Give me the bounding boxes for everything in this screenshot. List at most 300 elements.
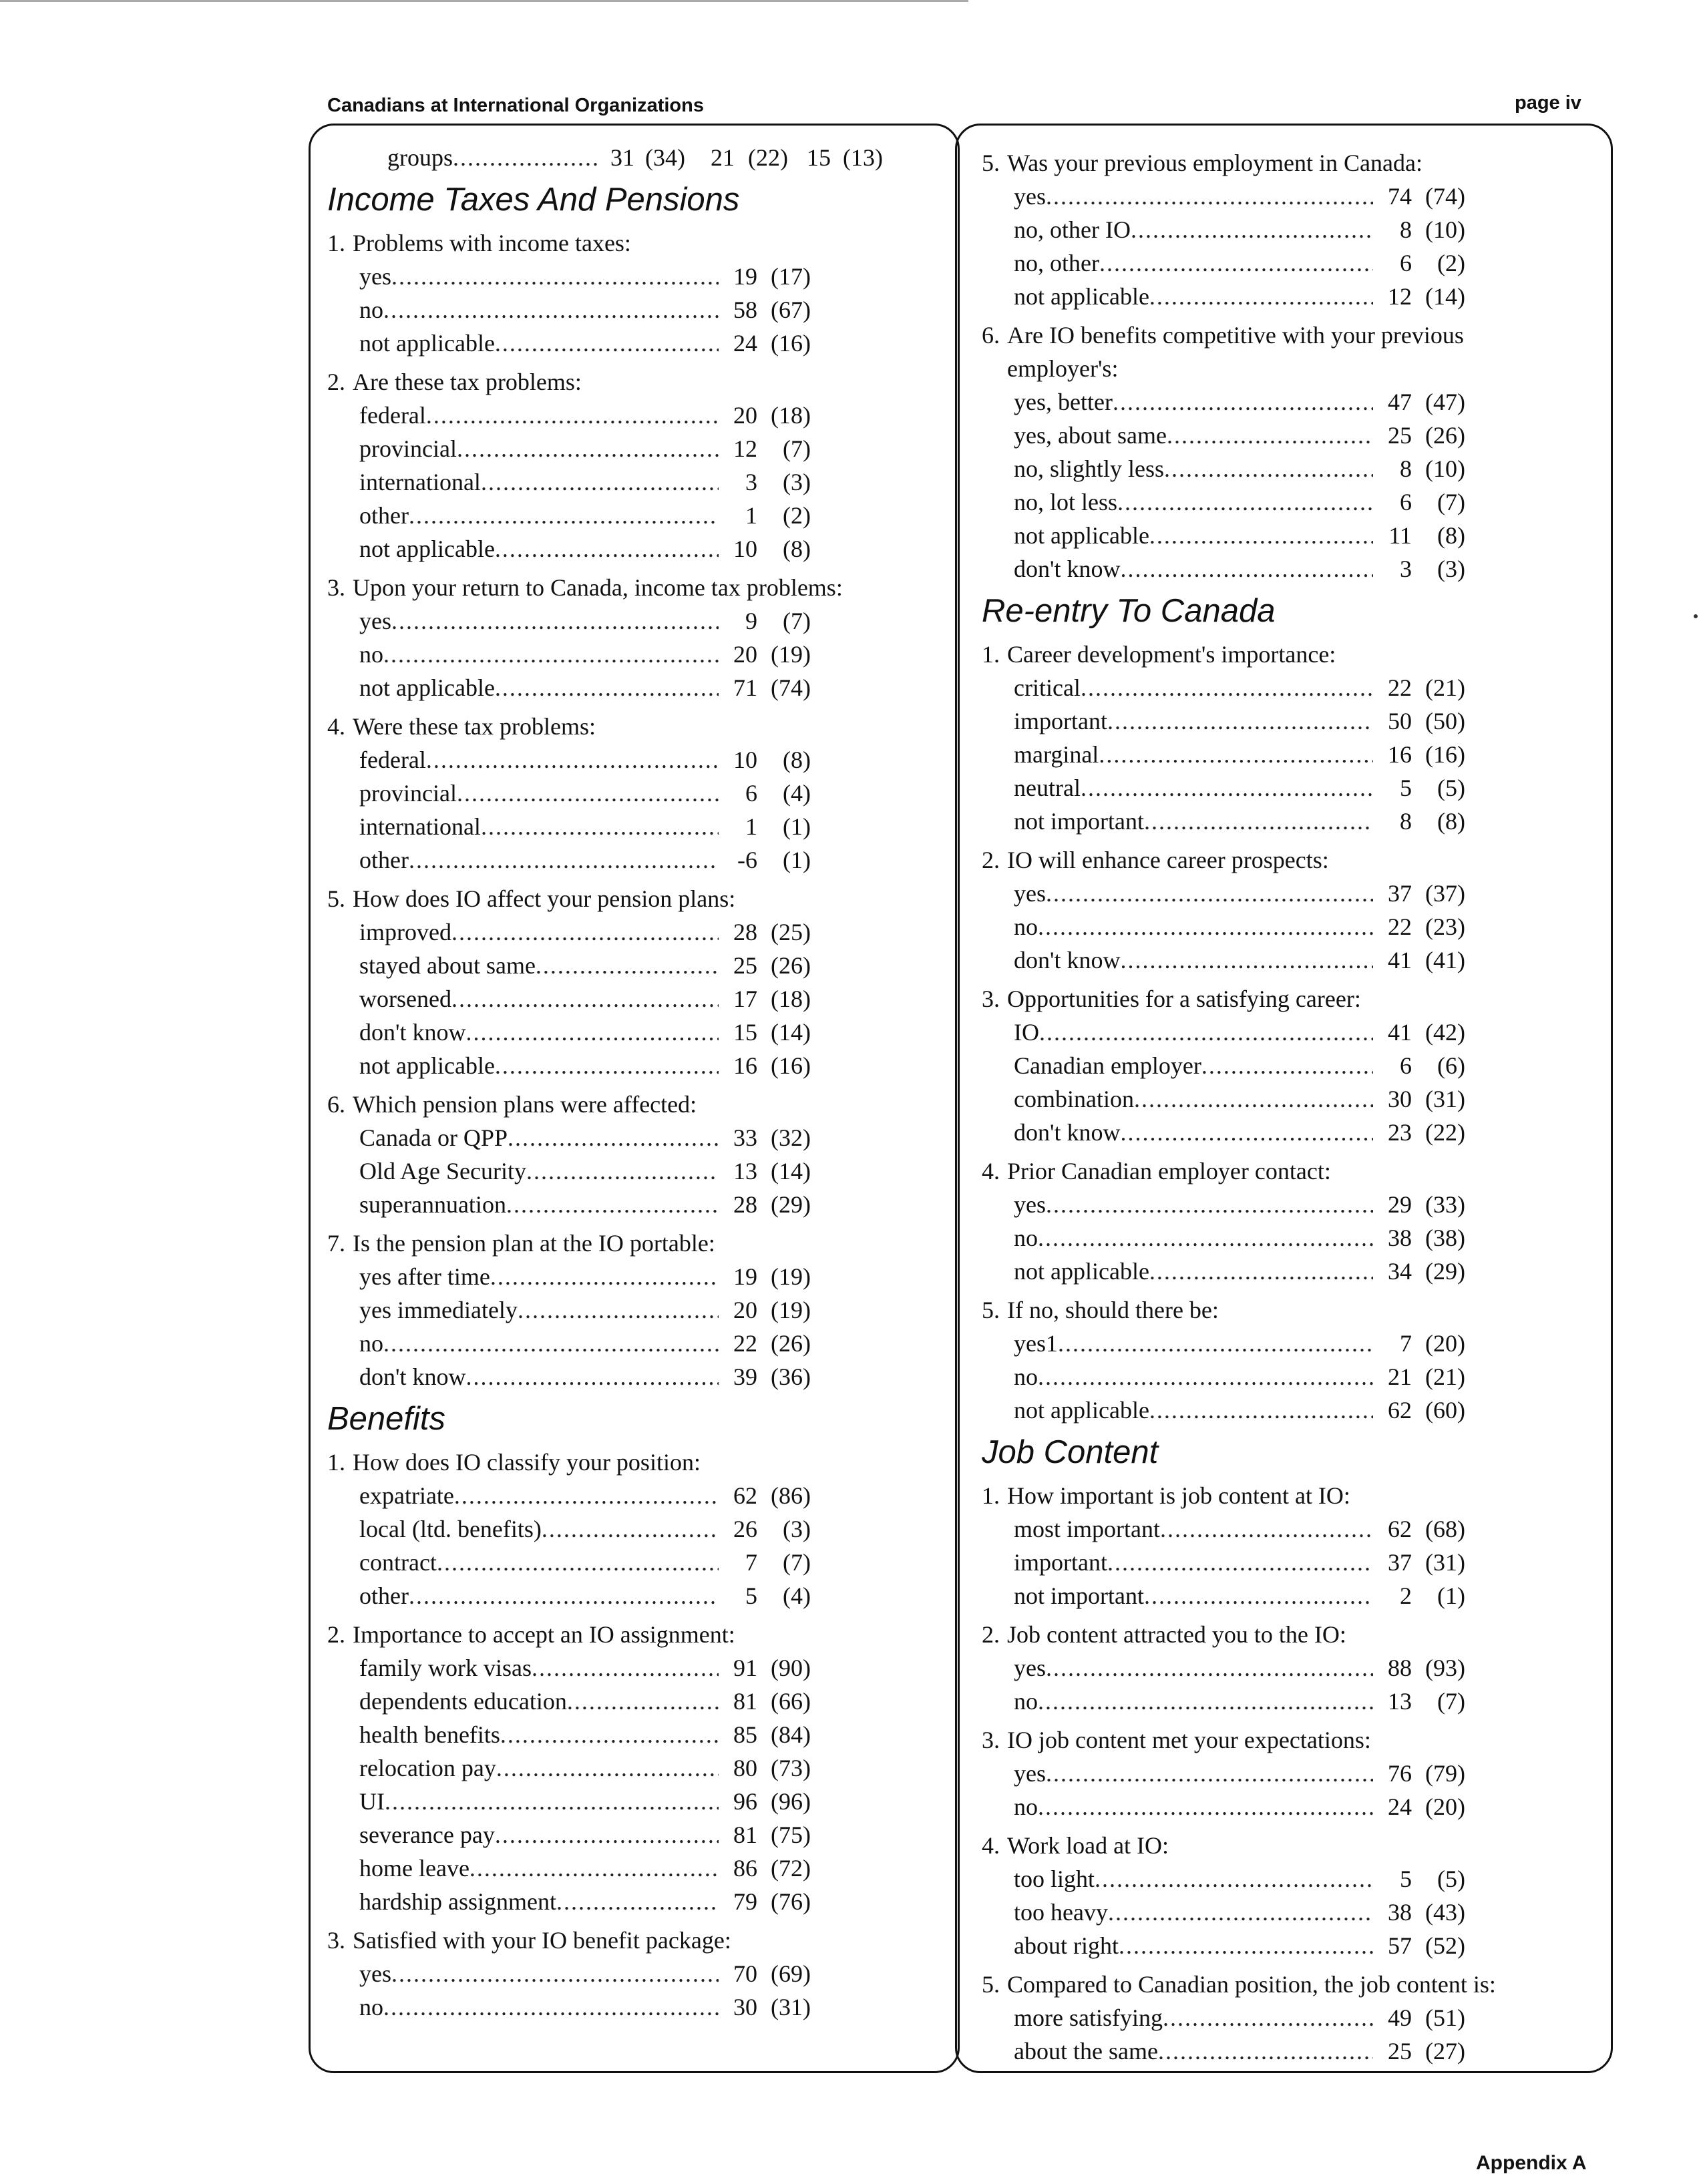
answer-row	[327, 1818, 942, 1851]
answer-value: 29	[1388, 1191, 1412, 1218]
groups-row	[327, 141, 942, 174]
answer-prior-value: (52)	[1425, 1932, 1465, 1959]
dot-leader	[1046, 180, 1373, 213]
dot-leader	[1038, 1685, 1373, 1718]
question	[982, 982, 1596, 1016]
answer-value: 20	[733, 402, 757, 429]
answer-value: 38	[1388, 1899, 1412, 1926]
dot-leader	[1158, 2034, 1373, 2068]
dot-leader	[383, 1990, 719, 2024]
answer-row	[982, 1116, 1596, 1149]
answer-row	[327, 604, 942, 638]
answer-prior-value: (75)	[771, 1821, 811, 1848]
answer-prior-value: (73)	[771, 1755, 811, 1781]
answer-prior-value: (50)	[1425, 708, 1465, 734]
dot-leader	[1121, 552, 1374, 586]
answer-row	[327, 399, 942, 432]
answer-label: not applicable	[1014, 283, 1149, 310]
question-number: 4.	[982, 1158, 1000, 1184]
answer-value: 34	[1388, 1258, 1412, 1285]
answer-row	[327, 1546, 942, 1579]
dot-leader	[1134, 1082, 1373, 1116]
answer-label: don't know	[1014, 947, 1121, 973]
answer-prior-value: (41)	[1425, 947, 1465, 973]
answer-value: 30	[1388, 1086, 1412, 1112]
dot-leader	[496, 1751, 719, 1785]
answer-prior-value: (18)	[771, 986, 811, 1012]
answer-row	[327, 293, 942, 326]
answer-row	[982, 943, 1596, 977]
dot-leader	[1160, 1512, 1373, 1546]
answer-row	[327, 915, 942, 949]
dot-leader	[383, 638, 719, 671]
answer-label: improved	[359, 919, 451, 945]
groups-value: (22)	[748, 144, 788, 171]
answer-prior-value: (20)	[1425, 1330, 1465, 1357]
answer-label: hardship assignment	[359, 1888, 556, 1915]
dot-leader	[466, 1016, 719, 1049]
answer-label: about the same	[1014, 2038, 1158, 2064]
answer-label: home leave	[359, 1855, 469, 1882]
dot-leader	[454, 1479, 719, 1512]
question-text: Opportunities for a satisfying career:	[1007, 986, 1361, 1012]
answer-prior-value: (8)	[783, 746, 811, 773]
right-sections	[982, 146, 1596, 2068]
answer-prior-value: (7)	[783, 1549, 811, 1576]
answer-label: combination	[1014, 1086, 1134, 1112]
question-number: 2.	[327, 1621, 345, 1648]
question	[327, 365, 942, 399]
answer-row	[982, 385, 1596, 419]
dot-leader	[518, 1293, 719, 1327]
dot-leader	[385, 1785, 719, 1818]
answer-value: 30	[733, 1994, 757, 2020]
dot-leader	[1164, 452, 1373, 485]
answer-row	[327, 1718, 942, 1751]
section-title: Income Taxes And Pensions	[327, 182, 740, 218]
question-number: 6.	[327, 1091, 345, 1118]
answer-label: no	[1014, 1688, 1038, 1715]
answer-row	[982, 771, 1596, 805]
answer-prior-value: (43)	[1425, 1899, 1465, 1926]
answer-label: international	[359, 469, 481, 495]
dot-leader	[481, 465, 719, 499]
dot-leader	[451, 915, 719, 949]
answer-prior-value: (5)	[1437, 1866, 1465, 1892]
answer-label: yes	[359, 608, 391, 634]
dot-leader	[500, 1718, 719, 1751]
answer-label: no	[1014, 1225, 1038, 1251]
question-number: 4.	[982, 1832, 1000, 1859]
answer-label: too heavy	[1014, 1899, 1108, 1926]
answer-row	[327, 843, 942, 877]
answer-prior-value: (66)	[771, 1688, 811, 1715]
answer-label: don't know	[359, 1019, 466, 1046]
answer-prior-value: (19)	[771, 1263, 811, 1290]
answer-label: not applicable	[359, 535, 495, 562]
answer-label: marginal	[1014, 741, 1099, 768]
answer-row	[327, 1327, 942, 1360]
answer-label: neutral	[1014, 775, 1081, 801]
answer-value: 25	[733, 952, 757, 979]
dot-leader	[451, 982, 719, 1016]
dot-leader	[536, 949, 719, 982]
question-number: 5.	[982, 150, 1000, 176]
question	[327, 1924, 942, 1957]
question	[327, 1088, 942, 1121]
answer-row	[982, 552, 1596, 586]
answer-row	[982, 1929, 1596, 1962]
question-text: Work load at IO:	[1007, 1832, 1169, 1859]
dot-leader	[1144, 805, 1373, 838]
question-text: How does IO affect your pension plans:	[353, 885, 736, 912]
answer-row	[982, 910, 1596, 943]
dot-leader	[457, 432, 719, 465]
answer-value: 7	[745, 1549, 757, 1576]
answer-row	[982, 2034, 1596, 2068]
answer-prior-value: (20)	[1425, 1793, 1465, 1820]
answer-value: 10	[733, 746, 757, 773]
answer-label: yes immediately	[359, 1297, 518, 1323]
answer-value: 3	[745, 469, 757, 495]
answer-value: 79	[733, 1888, 757, 1915]
answer-prior-value: (10)	[1425, 216, 1465, 243]
answer-value: 86	[733, 1855, 757, 1882]
dot-leader	[495, 671, 719, 704]
question-text: If no, should there be:	[1007, 1297, 1219, 1323]
answer-row	[327, 1579, 942, 1612]
answer-label: critical	[1014, 674, 1081, 701]
answer-value: 47	[1388, 389, 1412, 415]
dot-leader	[1131, 213, 1373, 246]
answer-prior-value: (68)	[1425, 1516, 1465, 1542]
answer-row	[327, 1651, 942, 1685]
answer-row	[327, 1851, 942, 1885]
question-text: Was your previous employment in Canada:	[1007, 150, 1423, 176]
answer-prior-value: (8)	[1437, 808, 1465, 835]
question	[327, 226, 942, 260]
page-number: page iv	[1515, 92, 1581, 114]
dot-leader	[426, 399, 719, 432]
dot-leader	[495, 1049, 719, 1082]
answer-row	[982, 1685, 1596, 1718]
answer-label: family work visas	[359, 1655, 532, 1681]
answer-row	[982, 877, 1596, 910]
answer-row	[327, 949, 942, 982]
answer-value: 15	[733, 1019, 757, 1046]
question-number: 1.	[982, 1482, 1000, 1509]
dot-leader	[391, 604, 719, 638]
answer-label: important	[1014, 708, 1107, 734]
answer-value: 74	[1388, 183, 1412, 210]
answer-row	[982, 419, 1596, 452]
question	[982, 318, 1596, 385]
answer-value: 71	[733, 674, 757, 701]
dot-leader	[1149, 1255, 1373, 1288]
answer-value: 81	[733, 1688, 757, 1715]
answer-prior-value: (5)	[1437, 775, 1465, 801]
question-number: 4.	[327, 713, 345, 740]
answer-label: don't know	[1014, 1119, 1121, 1146]
answer-label: not important	[1014, 808, 1144, 835]
answer-row	[982, 1757, 1596, 1790]
question-number: 2.	[327, 369, 345, 395]
answer-prior-value: (4)	[783, 1582, 811, 1609]
question-number: 5.	[982, 1971, 1000, 1998]
question-number: 6.	[982, 322, 1000, 349]
answer-label: no	[359, 1330, 383, 1357]
answer-prior-value: (32)	[771, 1124, 811, 1151]
dot-leader	[1107, 704, 1373, 738]
answer-value: 80	[733, 1755, 757, 1781]
question-number: 2.	[982, 1621, 1000, 1648]
answer-row	[982, 485, 1596, 519]
answer-value: 96	[733, 1788, 757, 1815]
question-number: 2.	[982, 847, 1000, 873]
answer-value: 49	[1388, 2004, 1412, 2031]
dot-leader	[1167, 419, 1373, 452]
answer-row	[327, 465, 942, 499]
answer-row	[982, 1862, 1596, 1896]
question	[982, 146, 1596, 180]
answer-value: 62	[1388, 1516, 1412, 1542]
answer-label: provincial	[359, 780, 457, 807]
answer-label: contract	[359, 1549, 437, 1576]
answer-row	[327, 1785, 942, 1818]
answer-label: not applicable	[1014, 1397, 1149, 1424]
question-text: Prior Canadian employer contact:	[1007, 1158, 1331, 1184]
answer-row	[327, 1957, 942, 1990]
answer-value: 37	[1388, 880, 1412, 907]
dot-leader	[1095, 1862, 1373, 1896]
answer-value: 6	[1400, 1052, 1412, 1079]
answer-prior-value: (31)	[771, 1994, 811, 2020]
answer-row	[982, 1360, 1596, 1393]
answer-row	[327, 1685, 942, 1718]
answer-label: yes	[1014, 183, 1046, 210]
answer-prior-value: (3)	[1437, 556, 1465, 582]
answer-label: other	[359, 1582, 409, 1609]
right-column	[982, 141, 1596, 2068]
answer-row	[327, 1479, 942, 1512]
answer-label: superannuation	[359, 1191, 506, 1218]
question	[982, 1618, 1596, 1651]
answer-value: 62	[733, 1482, 757, 1509]
question	[982, 638, 1596, 671]
answer-value: 2	[1400, 1582, 1412, 1609]
answer-label: yes	[1014, 1655, 1046, 1681]
answer-row	[327, 777, 942, 810]
answer-prior-value: (93)	[1425, 1655, 1465, 1681]
answer-value: 22	[733, 1330, 757, 1357]
answer-label: other	[359, 847, 409, 873]
answer-value: 19	[733, 1263, 757, 1290]
dot-leader	[526, 1154, 719, 1188]
answer-label: yes	[359, 1960, 391, 1987]
answer-label: IO	[1014, 1019, 1039, 1046]
answer-prior-value: (16)	[1425, 741, 1465, 768]
answer-value: 62	[1388, 1397, 1412, 1424]
answer-value: 76	[1388, 1760, 1412, 1787]
answer-value: 57	[1388, 1932, 1412, 1959]
answer-prior-value: (14)	[771, 1158, 811, 1184]
dot-leader	[508, 1121, 719, 1154]
answer-row	[982, 1049, 1596, 1082]
answer-row	[327, 1016, 942, 1049]
answer-label: Canada or QPP	[359, 1124, 508, 1151]
answer-prior-value: (69)	[771, 1960, 811, 1987]
answer-row	[982, 1327, 1596, 1360]
answer-label: not important	[1014, 1582, 1144, 1609]
answer-prior-value: (21)	[1425, 1363, 1465, 1390]
dot-leader	[1046, 1757, 1373, 1790]
question-number: 3.	[982, 986, 1000, 1012]
answer-row	[982, 2001, 1596, 2034]
answer-row	[327, 260, 942, 293]
answer-label: not applicable	[359, 1052, 495, 1079]
answer-label: important	[1014, 1549, 1107, 1576]
answer-row	[982, 704, 1596, 738]
answer-prior-value: (2)	[783, 502, 811, 529]
answer-value: 10	[733, 535, 757, 562]
answer-row	[327, 982, 942, 1016]
question-text: Are IO benefits competitive with your previous	[1007, 322, 1464, 349]
dot-leader	[1121, 943, 1374, 977]
dot-leader	[481, 810, 719, 843]
dot-leader	[1108, 1896, 1373, 1929]
question	[982, 843, 1596, 877]
answer-prior-value: (7)	[1437, 1688, 1465, 1715]
answer-value: 13	[733, 1158, 757, 1184]
answer-label: no, lot less	[1014, 489, 1118, 515]
question-number: 1.	[327, 1449, 345, 1476]
answer-prior-value: (17)	[771, 263, 811, 290]
answer-prior-value: (8)	[783, 535, 811, 562]
dot-leader	[1058, 1327, 1373, 1360]
question-text: Which pension plans were affected:	[353, 1091, 697, 1118]
answer-prior-value: (29)	[771, 1191, 811, 1218]
question-text: Career development's importance:	[1007, 641, 1336, 668]
answer-row	[982, 452, 1596, 485]
answer-label: more satisfying	[1014, 2004, 1163, 2031]
question-number: 3.	[327, 1927, 345, 1954]
question-text-continued: employer's:	[1007, 355, 1119, 382]
answer-row	[327, 532, 942, 566]
groups-value: (34)	[645, 144, 685, 171]
answer-row	[327, 1751, 942, 1785]
dot-leader	[383, 1327, 719, 1360]
dot-leader	[1149, 1393, 1373, 1427]
answer-value: 1	[745, 502, 757, 529]
answer-label: stayed about same	[359, 952, 536, 979]
left-column	[327, 141, 942, 2024]
answer-prior-value: (72)	[771, 1855, 811, 1882]
answer-prior-value: (27)	[1425, 2038, 1465, 2064]
answer-value: 6	[745, 780, 757, 807]
answer-value: 85	[733, 1721, 757, 1748]
answer-value: 24	[733, 330, 757, 357]
answer-label: most important	[1014, 1516, 1160, 1542]
answer-label: severance pay	[359, 1821, 495, 1848]
answer-row	[982, 671, 1596, 704]
answer-prior-value: (84)	[771, 1721, 811, 1748]
question-text: Job content attracted you to the IO:	[1007, 1621, 1346, 1648]
answer-value: 23	[1388, 1119, 1412, 1146]
answer-prior-value: (18)	[771, 402, 811, 429]
question	[982, 1723, 1596, 1757]
question-text: Is the pension plan at the IO portable:	[353, 1230, 715, 1257]
answer-prior-value: (38)	[1425, 1225, 1465, 1251]
answer-prior-value: (29)	[1425, 1258, 1465, 1285]
answer-label: federal	[359, 402, 426, 429]
answer-value: 81	[733, 1821, 757, 1848]
answer-label: UI	[359, 1788, 385, 1815]
answer-row	[982, 213, 1596, 246]
left-sections	[327, 178, 942, 2024]
answer-label: no	[1014, 913, 1038, 940]
answer-value: 20	[733, 641, 757, 668]
answer-prior-value: (26)	[1425, 422, 1465, 449]
groups-value: 31	[610, 144, 634, 171]
question-text: Problems with income taxes:	[353, 230, 631, 256]
answer-prior-value: (3)	[783, 469, 811, 495]
answer-value: 5	[1400, 775, 1412, 801]
question-text: IO job content met your expectations:	[1007, 1727, 1371, 1753]
dot-leader	[495, 326, 719, 360]
answer-label: no	[1014, 1363, 1038, 1390]
answer-row	[327, 1188, 942, 1221]
answer-prior-value: (37)	[1425, 880, 1465, 907]
answer-value: 25	[1388, 2038, 1412, 2064]
answer-label: expatriate	[359, 1482, 454, 1509]
dot-leader	[490, 1260, 719, 1293]
answer-prior-value: (3)	[783, 1516, 811, 1542]
answer-prior-value: (31)	[1425, 1549, 1465, 1576]
answer-value: 38	[1388, 1225, 1412, 1251]
dot-leader	[495, 1818, 719, 1851]
dot-leader	[1149, 519, 1373, 552]
dot-leader	[1038, 910, 1373, 943]
question-text: How does IO classify your position:	[353, 1449, 701, 1476]
answer-value: 17	[733, 986, 757, 1012]
question-text: Satisfied with your IO benefit package:	[353, 1927, 731, 1954]
question	[982, 1479, 1596, 1512]
answer-row	[327, 499, 942, 532]
answer-prior-value: (16)	[771, 1052, 811, 1079]
answer-row	[982, 1651, 1596, 1685]
answer-value: 28	[733, 919, 757, 945]
answer-prior-value: (21)	[1425, 674, 1465, 701]
groups-value: 21	[711, 144, 735, 171]
section-title: Benefits	[327, 1401, 446, 1437]
question	[327, 1227, 942, 1260]
answer-value: 24	[1388, 1793, 1412, 1820]
answer-row	[982, 805, 1596, 838]
dot-leader	[542, 1512, 719, 1546]
dot-leader	[1119, 1929, 1373, 1962]
answer-label: yes	[1014, 1191, 1046, 1218]
answer-value: 5	[1400, 1866, 1412, 1892]
groups-value: (13)	[843, 144, 883, 171]
answer-value: 20	[733, 1297, 757, 1323]
dot-leader	[1038, 1790, 1373, 1823]
answer-prior-value: (14)	[1425, 283, 1465, 310]
dot-leader	[1038, 1221, 1373, 1255]
dot-leader	[532, 1651, 719, 1685]
groups-label: groups	[387, 144, 453, 171]
answer-prior-value: (16)	[771, 330, 811, 357]
answer-prior-value: (1)	[783, 813, 811, 840]
